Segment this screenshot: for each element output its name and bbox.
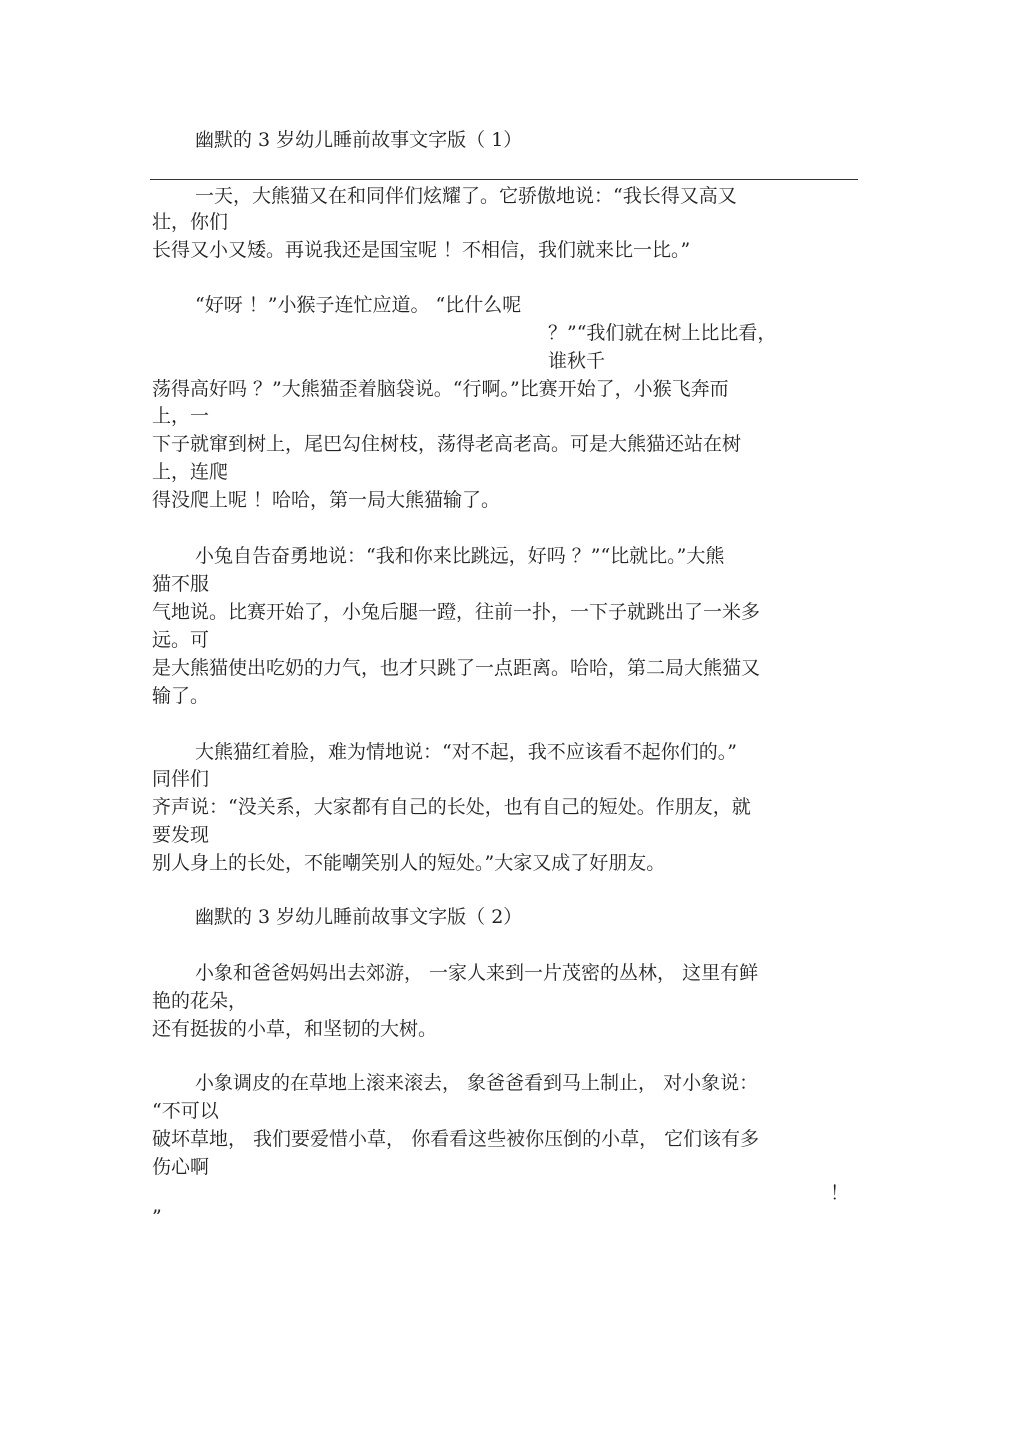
title-divider <box>150 179 858 180</box>
text-line: 荡得高好吗 ？”大熊猫歪着脑袋说。“行啊。”比赛开始了，小猴飞奔而 <box>152 378 729 400</box>
text-line: 下子就窜到树上，尾巴勾住树枝，荡得老高老高。可是大熊猫还站在树 <box>152 433 742 455</box>
text-line: 艳的花朵， <box>152 990 248 1012</box>
text-line: “好呀 ！”小猴子连忙应道。 “比什么呢 <box>195 294 522 316</box>
text-line: 小象调皮的在草地上滚来滚去， 象爸爸看到马上制止， 对小象说： <box>195 1072 759 1094</box>
text-line: 别人身上的长处，不能嘲笑别人的短处。”大家又成了好朋友。 <box>152 852 666 874</box>
text-line: 小兔自告奋勇地说：“我和你来比跳远，好吗 ？”“比就比。”大熊 <box>195 545 725 567</box>
text-line: 同伴们 <box>152 768 210 790</box>
story-title-2: 幽默的 3 岁幼儿睡前故事文字版（ 2） <box>195 906 523 928</box>
text-line: 还有挺拔的小草，和坚韧的大树。 <box>152 1018 438 1040</box>
text-line: 壮，你们 <box>152 211 229 233</box>
text-line: 要发现 <box>152 824 210 846</box>
text-line: 猫不服 <box>152 573 210 595</box>
text-line: 是大熊猫使出吃奶的力气，也才只跳了一点距离。哈哈，第二局大熊猫又 <box>152 657 761 679</box>
text-line: “不可以 <box>152 1100 219 1122</box>
text-line: 得没爬上呢 ！哈哈，第一局大熊猫输了。 <box>152 489 501 511</box>
text-line: 小象和爸爸妈妈出去郊游， 一家人来到一片茂密的丛林， 这里有鲜 <box>195 962 759 984</box>
text-line: 谁秋千 <box>548 350 606 372</box>
text-line: 上，连爬 <box>152 461 229 483</box>
text-line: ？”“我们就在树上比比看， <box>548 322 777 344</box>
text-line: 破坏草地， 我们要爱惜小草， 你看看这些被你压倒的小草， 它们该有多 <box>152 1128 760 1150</box>
text-line: 上，一 <box>152 405 210 427</box>
text-line: 远。可 <box>152 629 210 651</box>
text-line: ！ <box>830 1182 850 1204</box>
story-title-1: 幽默的 3 岁幼儿睡前故事文字版（ 1） <box>195 129 523 151</box>
text-line: 伤心啊 <box>152 1156 210 1178</box>
text-line: 输了。 <box>152 685 210 707</box>
text-line: 长得又小又矮。再说我还是国宝呢 ！不相信，我们就来比一比。” <box>152 239 691 261</box>
text-line: 气地说。比赛开始了，小兔后腿一蹬，往前一扑，一下子就跳出了一米多 <box>152 601 761 623</box>
text-line: 齐声说：“没关系，大家都有自己的长处，也有自己的短处。作朋友，就 <box>152 796 751 818</box>
text-line: 大熊猫红着脸，难为情地说：“对不起，我不应该看不起你们的。” <box>195 741 737 763</box>
text-line: 一天，大熊猫又在和同伴们炫耀了。它骄傲地说：“我长得又高又 <box>195 185 737 207</box>
text-line: ” <box>152 1206 162 1228</box>
